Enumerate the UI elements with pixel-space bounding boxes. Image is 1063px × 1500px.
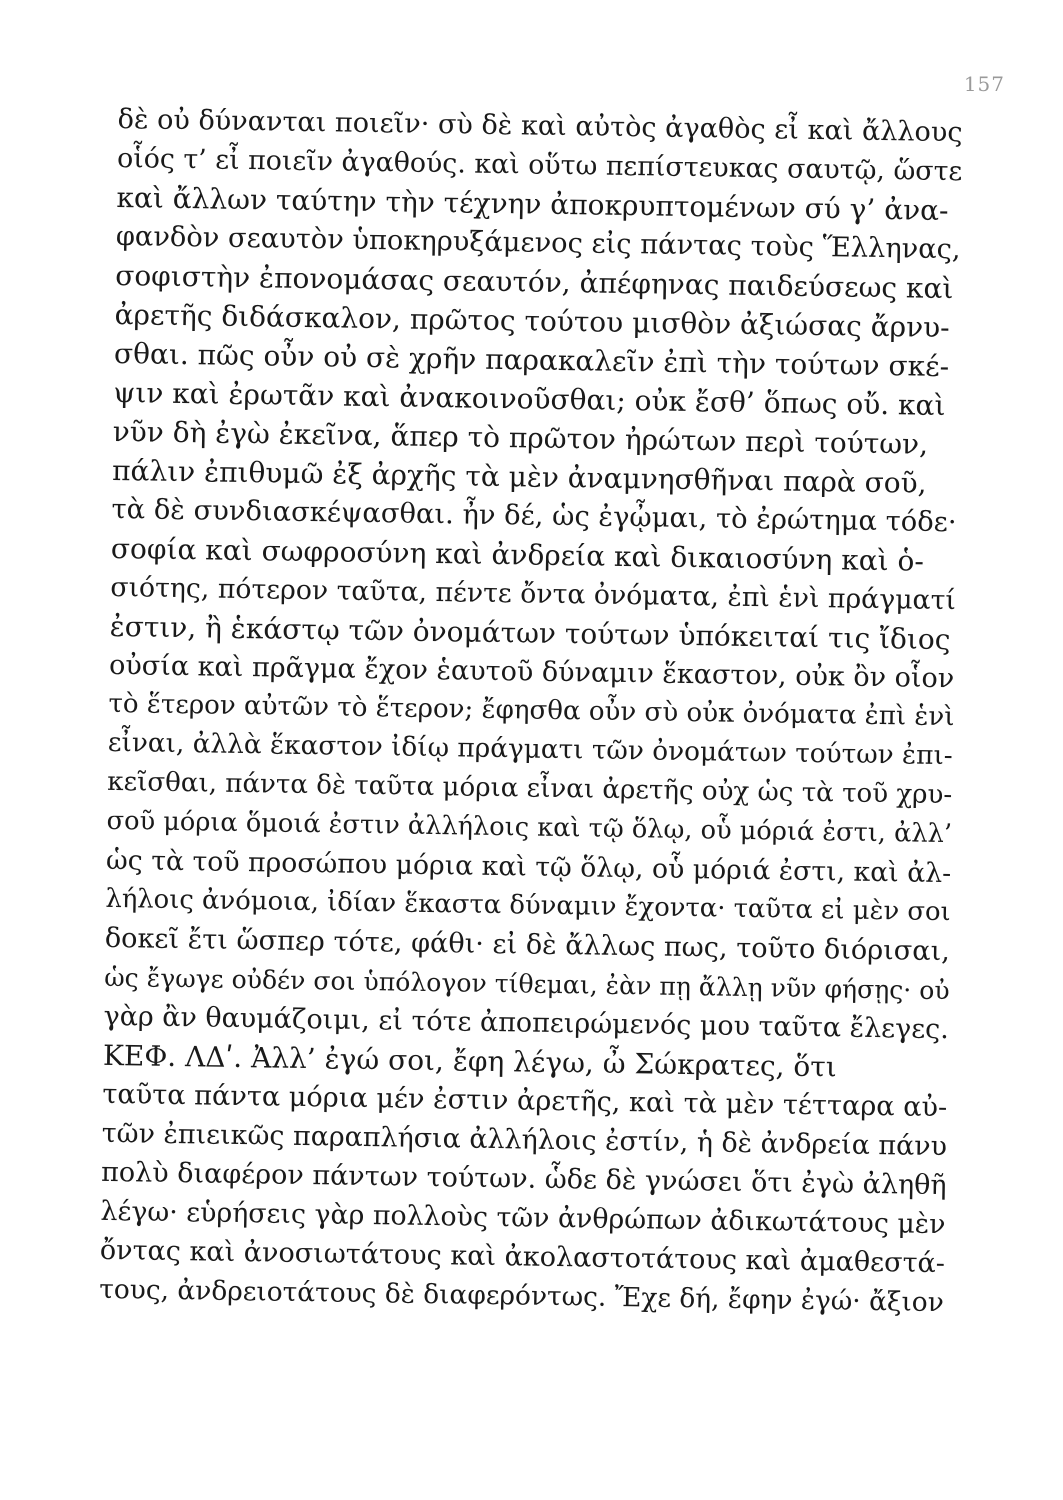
text-line: ταῦτα πάντα μόρια μέν ἐστιν ἀρετῆς, καὶ τὰ μὲν τέτταρα αὐ- <box>102 1078 948 1124</box>
text-line: καὶ ἄλλων ταύτην τὴν τέχνην ἀποκρυπτομένων σύ γ’ ἀνα- <box>116 180 949 228</box>
text-line: σιότης, πότερον ταῦτα, πέντε ὄντα ὀνόματα, ἐπὶ ἑνὶ πράγματί <box>110 571 957 617</box>
greek-text-body <box>99 100 968 1322</box>
text-line: σοῦ μόρια ὅμοιά ἐστιν ἀλλήλοις καὶ τῷ ὅλῳ, οὗ μόριά ἐστι, ἀλλ’ <box>106 805 953 850</box>
text-line: πάλιν ἐπιθυμῶ ἐξ ἀρχῆς τὰ μὲν ἀναμνησθῆναι παρὰ σοῦ, <box>111 453 927 500</box>
text-line: φανδὸν σεαυτὸν ὑποκηρυξάμενος εἰς πάντας τοὺς Ἕλληνας, <box>115 220 961 266</box>
text-line: ὄντας καὶ ἀνοσιωτάτους καὶ ἀκολαστοτάτους καὶ ἀμαθεστά- <box>99 1234 946 1280</box>
text-line: γὰρ ἂν θαυμάζοιμι, εἰ τότε ἀποπειρώμενός μου ταῦτα ἔλεγες. <box>103 1000 950 1046</box>
text-line: οὐσία καὶ πρᾶγμα ἔχον ἑαυτοῦ δύναμιν ἕκαστον, οὐκ ὂν οἷον <box>108 649 955 695</box>
text-line: σοφία καὶ σωφροσύνη καὶ ἀνδρεία καὶ δικαιοσύνη καὶ ὁ- <box>110 531 925 578</box>
text-line: νῦν δὴ ἐγὼ ἐκεῖνα, ἅπερ τὸ πρῶτον ἠρώτων περὶ τούτων, <box>112 414 929 461</box>
text-line: λέγω· εὑρήσεις γὰρ πολλοὺς τῶν ἀνθρώπων ἀδικωτάτους μὲν <box>100 1195 946 1241</box>
text-line: ἐστιν, ἢ ἑκάστῳ τῶν ὀνομάτων τούτων ὑπόκειταί τις ἴδιος <box>109 609 951 657</box>
text-line: εἶναι, ἀλλὰ ἕκαστον ἰδίῳ πράγματι τῶν ὀνομάτων τούτων ἐπι- <box>107 727 953 772</box>
text-line: σθαι. πῶς οὖν οὐ σὲ χρῆν παρακαλεῖν ἐπὶ τὴν τούτων σκέ- <box>113 336 950 384</box>
text-line: πολὺ διαφέρον πάντων τούτων. ὧδε δὲ γνώσει ὅτι ἐγὼ ἀληθῆ <box>100 1156 947 1202</box>
text-line: ἀρετῆς διδάσκαλον, πρῶτος τούτου μισθὸν ἀξιώσας ἄρνυ- <box>114 297 950 345</box>
text-line: δοκεῖ ἔτι ὥσπερ τότε, φάθι· εἰ δὲ ἄλλως πως, τοῦτο διόρισαι, <box>104 922 951 968</box>
text-line: ὡς ἔγωγε οὐδέν σοι ὑπόλογον τίθεμαι, ἐὰν πῃ ἄλλῃ νῦν φήσῃς· οὐ <box>103 962 950 1006</box>
page-number: 157 <box>963 72 1005 96</box>
text-line: τῶν ἐπιεικῶς παραπλήσια ἀλλήλοις ἐστίν, ἡ δὲ ἀνδρεία πάνυ <box>101 1117 948 1163</box>
text-line: σοφιστὴν ἐπονομάσας σεαυτόν, ἀπέφηνας παιδεύσεως καὶ <box>114 258 954 306</box>
text-line: οἷός τ’ εἶ ποιεῖν ἀγαθούς. καὶ οὕτω πεπίστευκας σαυτῷ, ὥστε <box>116 142 963 188</box>
text-line: λήλοις ἀνόμοια, ἰδίαν ἕκαστα δύναμιν ἔχοντα· ταῦτα εἰ μὲν σοι <box>105 883 951 928</box>
text-line: τὸ ἕτερον αὐτῶν τὸ ἕτερον; ἔφησθα οὖν σὺ οὐκ ὀνόματα ἐπὶ ἑνὶ <box>108 688 955 733</box>
text-line: ψιν καὶ ἐρωτᾶν καὶ ἀνακοινοῦσθαι; οὐκ ἔσθ’ ὅπως οὔ. καὶ <box>113 375 946 423</box>
text-line: ὡς τὰ τοῦ προσώπου μόρια καὶ τῷ ὅλῳ, οὗ μόριά ἐστι, καὶ ἀλ- <box>105 844 952 890</box>
text-line: τους, ἀνδρειοτάτους δὲ διαφερόντως. Ἔχε δή, ἔφην ἐγώ· ἄξιον <box>99 1273 945 1319</box>
text-line: τὰ δὲ συνδιασκέψασθαι. ἦν δέ, ὡς ἐγᾦμαι, τὸ ἐρώτημα τόδε· <box>111 493 957 539</box>
chapter-heading-line: ΚΕΦ. ΛΔʹ. Ἀλλ’ ἐγώ σοι, ἔφη λέγω, ὦ Σώκρατες, ὅτι <box>102 1038 838 1084</box>
text-line: κεῖσθαι, πάντα δὲ ταῦτα μόρια εἶναι ἀρετῆς οὐχ ὡς τὰ τοῦ χρυ- <box>107 766 953 811</box>
text-line: δὲ οὐ δύνανται ποιεῖν· σὺ δὲ καὶ αὐτὸς ἀγαθὸς εἶ καὶ ἄλλους <box>117 103 963 149</box>
